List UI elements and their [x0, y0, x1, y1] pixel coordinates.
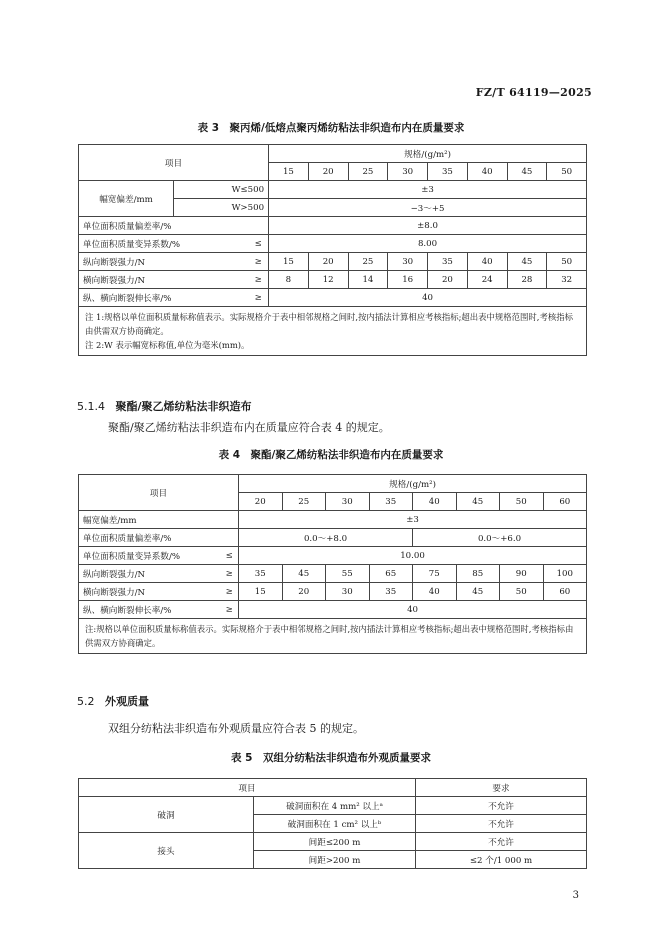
t4-cell: 85: [456, 565, 500, 583]
t3-cross-break-sym: ≥: [249, 271, 269, 289]
t4-cell: 100: [543, 565, 587, 583]
t3-note1: 注 1:规格以单位面积质量标称值表示。实际规格介于表中相邻规格之间时,按内插法计算相应考核指标;超出表中规格范围时,考核指标由供需双方协商确定。: [85, 312, 573, 336]
section-52-number: 5.2: [77, 695, 95, 708]
t4-cell: 45: [456, 583, 500, 601]
t5-joint-row2: 间距>200 m: [254, 851, 416, 869]
t3-elong-label: 纵、横向断裂伸长率/%: [79, 289, 249, 307]
t3-spec: 30: [388, 163, 428, 181]
t4-mass-dev-value-a: 0.0～+8.0: [239, 529, 413, 547]
t4-long-break-label: 纵向断裂强力/N: [79, 565, 221, 583]
t4-spec: 30: [326, 493, 370, 511]
table5-caption: 表 5 双组分纺粘法非织造布外观质量要求: [231, 752, 431, 764]
t4-cross-break-row: [79, 583, 587, 601]
t3-long-break-label: 纵向断裂强力/N: [79, 253, 249, 271]
t3-cell: 20: [308, 253, 348, 271]
t3-item-header: 项目: [79, 145, 269, 181]
t3-spec: 25: [348, 163, 388, 181]
t3-cell: 32: [547, 271, 587, 289]
t5-joint-row2-req: ≤2 个/1 000 m: [416, 851, 587, 869]
t4-long-break-row: [79, 565, 587, 583]
table5: [78, 778, 587, 869]
table4: [78, 474, 587, 654]
t3-cell: 45: [507, 253, 547, 271]
t3-mass-cv-value: 8.00: [269, 235, 587, 253]
t3-mass-cv-label: 单位面积质量变异系数/%: [79, 235, 249, 253]
t4-mass-cv-sym: ≤: [221, 547, 239, 565]
t5-hole-row1-req: 不允许: [416, 797, 587, 815]
t4-elong-sym: ≥: [221, 601, 239, 619]
t3-cross-break-label: 横向断裂强力/N: [79, 271, 249, 289]
t3-cell: 20: [428, 271, 468, 289]
t4-cell: 35: [369, 583, 413, 601]
t4-cell: 45: [282, 565, 326, 583]
t3-elong-sym: ≥: [249, 289, 269, 307]
t4-spec: 45: [456, 493, 500, 511]
t4-elong-value: 40: [239, 601, 587, 619]
t3-cell: 25: [348, 253, 388, 271]
t3-cell: 14: [348, 271, 388, 289]
section-52-text: 双组分纺粘法非织造布外观质量应符合表 5 的规定。: [108, 722, 364, 735]
t3-cell: 15: [269, 253, 309, 271]
t3-cell: 35: [428, 253, 468, 271]
t3-mass-dev-label: 单位面积质量偏差率/%: [79, 217, 269, 235]
t4-spec: 50: [500, 493, 544, 511]
t4-cell: 30: [326, 583, 370, 601]
t4-spec: 60: [543, 493, 587, 511]
t4-cell: 15: [239, 583, 283, 601]
t3-spec: 45: [507, 163, 547, 181]
section-52-heading: [77, 693, 149, 709]
t4-cell: 65: [369, 565, 413, 583]
t4-cell: 60: [543, 583, 587, 601]
t4-mass-cv-value: 10.00: [239, 547, 587, 565]
t4-cross-break-label: 横向断裂强力/N: [79, 583, 221, 601]
t4-cell: 20: [282, 583, 326, 601]
t5-item-header: 项目: [79, 779, 416, 797]
t4-item-header: 项目: [79, 475, 239, 511]
t3-long-break-row: [79, 253, 587, 271]
t3-spec: 40: [467, 163, 507, 181]
page-number: 3: [572, 890, 579, 901]
t3-cell: 24: [467, 271, 507, 289]
t3-cell: 28: [507, 271, 547, 289]
section-514-title: 聚酯/聚乙烯纺粘法非织造布: [115, 400, 252, 413]
t3-spec-header: 规格/(g/m²): [269, 145, 587, 163]
t3-cell: 30: [388, 253, 428, 271]
section-514-heading: [77, 398, 252, 414]
table3-caption: 表 3 聚丙烯/低熔点聚丙烯纺粘法非织造布内在质量要求: [197, 122, 465, 134]
t4-elong-label: 纵、横向断裂伸长率/%: [79, 601, 221, 619]
t3-cell: 12: [308, 271, 348, 289]
t3-spec: 20: [308, 163, 348, 181]
t3-long-break-sym: ≥: [249, 253, 269, 271]
t4-cell: 90: [500, 565, 544, 583]
t4-mass-cv-label: 单位面积质量变异系数/%: [79, 547, 221, 565]
t4-cell: 75: [413, 565, 457, 583]
t3-cell: 40: [467, 253, 507, 271]
t3-cell: 8: [269, 271, 309, 289]
t4-long-break-sym: ≥: [221, 565, 239, 583]
t4-cross-break-sym: ≥: [221, 583, 239, 601]
t5-joint-label: 接头: [79, 833, 254, 869]
t5-hole-row1: 破洞面积在 4 mm² 以上ᵃ: [254, 797, 416, 815]
t4-cell: 40: [413, 583, 457, 601]
t3-spec: 50: [547, 163, 587, 181]
t3-mass-dev-value: ±8.0: [269, 217, 587, 235]
t4-spec: 35: [369, 493, 413, 511]
t3-w-gt-500: W>500: [174, 199, 269, 217]
t3-w-le-500: W≤500: [174, 181, 269, 199]
t3-cross-break-row: [79, 271, 587, 289]
t3-elong-value: 40: [269, 289, 587, 307]
t3-width-dev-label: 幅宽偏差/mm: [79, 181, 174, 217]
t4-spec: 40: [413, 493, 457, 511]
t5-hole-label: 破洞: [79, 797, 254, 833]
t5-hole-row2-req: 不允许: [416, 815, 587, 833]
t3-note2: 注 2:W 表示幅宽标称值,单位为毫米(mm)。: [85, 340, 250, 350]
t4-width-dev-value: ±3: [239, 511, 587, 529]
t5-joint-row1-req: 不允许: [416, 833, 587, 851]
t3-w-gt-500-value: −3～+5: [269, 199, 587, 217]
t3-mass-cv-sym: ≤: [249, 235, 269, 253]
t3-spec: 35: [428, 163, 468, 181]
table3: [78, 144, 587, 356]
t5-req-header: 要求: [416, 779, 587, 797]
t3-spec: 15: [269, 163, 309, 181]
t4-mass-dev-value-b: 0.0～+6.0: [413, 529, 587, 547]
t5-joint-row1: 间距≤200 m: [254, 833, 416, 851]
t4-note: 注:规格以单位面积质量标称值表示。实际规格介于表中相邻规格之间时,按内插法计算相应考核指标;超出表中规格范围时,考核指标由供需双方协商确定。: [79, 619, 587, 654]
t3-cell: 50: [547, 253, 587, 271]
t4-cell: 55: [326, 565, 370, 583]
t4-spec-header: 规格/(g/m²): [239, 475, 587, 493]
t5-hole-row2: 破洞面积在 1 cm² 以上ᵇ: [254, 815, 416, 833]
t4-mass-dev-label: 单位面积质量偏差率/%: [79, 529, 239, 547]
t4-spec: 25: [282, 493, 326, 511]
t4-cell: 35: [239, 565, 283, 583]
table4-caption: 表 4 聚酯/聚乙烯纺粘法非织造布内在质量要求: [218, 449, 444, 461]
t4-cell: 50: [500, 583, 544, 601]
t3-cell: 16: [388, 271, 428, 289]
t3-notes: [79, 307, 587, 356]
section-52-title: 外观质量: [105, 695, 149, 708]
standard-code: FZ/T 64119—2025: [475, 86, 592, 99]
t3-w-le-500-value: ±3: [269, 181, 587, 199]
t4-width-dev-label: 幅宽偏差/mm: [79, 511, 239, 529]
section-514-text: 聚酯/聚乙烯纺粘法非织造布内在质量应符合表 4 的规定。: [108, 421, 390, 434]
t4-spec: 20: [239, 493, 283, 511]
section-514-number: 5.1.4: [77, 400, 105, 413]
